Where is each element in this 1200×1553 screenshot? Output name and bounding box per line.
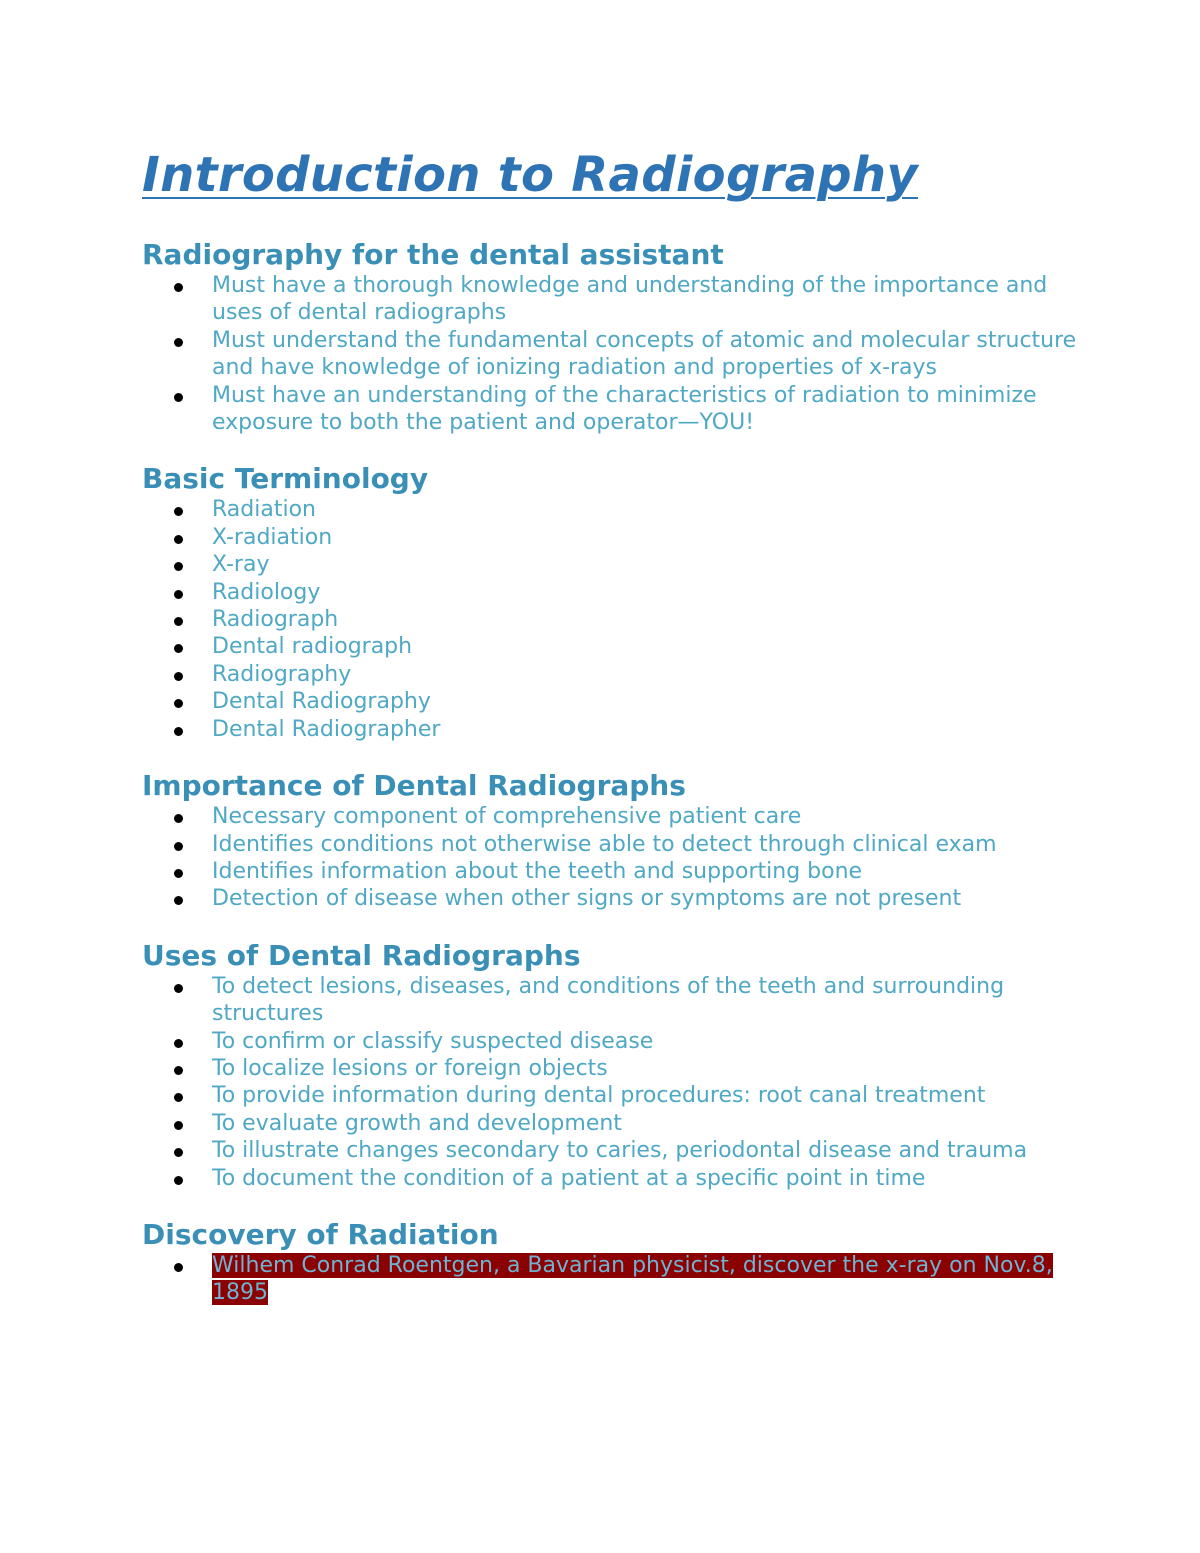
bullet-icon [174,338,183,347]
bullet-icon [174,814,183,823]
list-item [212,1137,1082,1164]
bullet-icon [174,699,183,708]
list-item [212,496,1082,523]
list-item-text: Radiography [212,661,352,687]
list-item-text: X-radiation [212,524,333,550]
list-item-text: Dental Radiography [212,689,431,715]
list-item-text: Radiology [212,579,321,605]
section-importance-of-dental-radiographs [142,769,1082,913]
bullet-icon [174,507,183,516]
list-item [212,1252,1082,1307]
list-item-text: Must have an understanding of the characteristics of radiation to minimize exposure to both the patient and operator—YOU! [212,382,1037,436]
section-heading: Basic Terminology [142,462,429,496]
list-item [212,272,1082,327]
section-heading: Radiography for the dental assistant [142,238,724,271]
section-heading: Discovery of Radiation [142,1217,499,1251]
list-item [212,382,1082,437]
list-item [212,831,1082,858]
bullet-icon [174,984,183,993]
bullet-icon [174,672,183,681]
list-item-text: Detection of disease when other signs or symptoms are not present [212,886,962,912]
list-item-text: Identifies information about the teeth and supporting bone [212,858,863,884]
bullet-icon [174,1176,183,1185]
section-radiography-for-dental-assistant [142,238,1082,436]
list-item [212,606,1082,633]
list-item [212,973,1082,1028]
list-item [212,803,1082,830]
bullet-icon [174,727,183,736]
bullet-list [142,973,1082,1192]
bullet-icon [174,562,183,571]
list-item-text: To evaluate growth and development [212,1110,622,1136]
bullet-icon [174,535,183,544]
list-item [212,327,1082,382]
document-page [142,140,1082,1333]
section-heading: Importance of Dental Radiographs [142,769,686,803]
bullet-icon [174,1121,183,1130]
list-item-text: To detect lesions, diseases, and conditions of the teeth and surrounding structures [212,973,1005,1027]
bullet-icon [174,1148,183,1157]
bullet-icon [174,393,183,402]
list-item-text: Must understand the fundamental concepts of atomic and molecular structure and have knowledge of ionizing radiation and properties of x-rays [212,327,1077,381]
list-item [212,551,1082,578]
list-item-text: Radiograph [212,607,339,633]
bullet-icon [174,1066,183,1075]
list-item-text: Must have a thorough knowledge and understanding of the importance and uses of dental radiographs [212,273,1048,326]
list-item-text: To provide information during dental procedures: root canal treatment [212,1083,986,1109]
list-item-text: Identifies conditions not otherwise able to detect through clinical exam [212,831,997,857]
list-item [212,661,1082,688]
bullet-list [142,803,1082,913]
list-item-text: Radiation [212,497,316,523]
list-item-text: To confirm or classify suspected disease [212,1028,654,1054]
page-title: Introduction to Radiography [142,147,918,203]
list-item [212,1028,1082,1055]
bullet-icon [174,842,183,851]
list-item [212,1110,1082,1137]
bullet-icon [174,1093,183,1102]
list-item [212,716,1082,743]
list-item [212,524,1082,551]
list-item [212,858,1082,885]
bullet-list [142,1252,1082,1307]
list-item [212,1055,1082,1082]
list-item-text: To localize lesions or foreign objects [212,1055,608,1081]
bullet-icon [174,644,183,653]
list-item-text: To illustrate changes secondary to caries, periodontal disease and trauma [212,1138,1028,1164]
section-uses-of-dental-radiographs [142,939,1082,1192]
list-item [212,1165,1082,1192]
bullet-icon [174,896,183,905]
section-basic-terminology [142,462,1082,743]
list-item [212,1082,1082,1109]
list-item-text: Necessary component of comprehensive patient care [212,804,802,830]
list-item [212,579,1082,606]
list-item [212,885,1082,912]
bullet-icon [174,1263,183,1272]
section-heading: Uses of Dental Radiographs [142,938,581,972]
bullet-list [142,272,1082,436]
bullet-list [142,496,1082,743]
bullet-icon [174,1039,183,1048]
list-item-text: To document the condition of a patient at a specific point in time [212,1165,926,1191]
list-item [212,688,1082,715]
bullet-icon [174,617,183,626]
list-item-text: Dental Radiographer [212,716,441,742]
bullet-icon [174,283,183,292]
bullet-icon [174,590,183,599]
list-item-text: X-ray [212,552,270,578]
section-discovery-of-radiation [142,1218,1082,1307]
highlighted-list-item-text: Wilhem Conrad Roentgen, a Bavarian physicist, discover the x-ray on Nov.8, 1895 [212,1252,1053,1306]
list-item [212,633,1082,660]
list-item-text: Dental radiograph [212,634,413,660]
bullet-icon [174,869,183,878]
